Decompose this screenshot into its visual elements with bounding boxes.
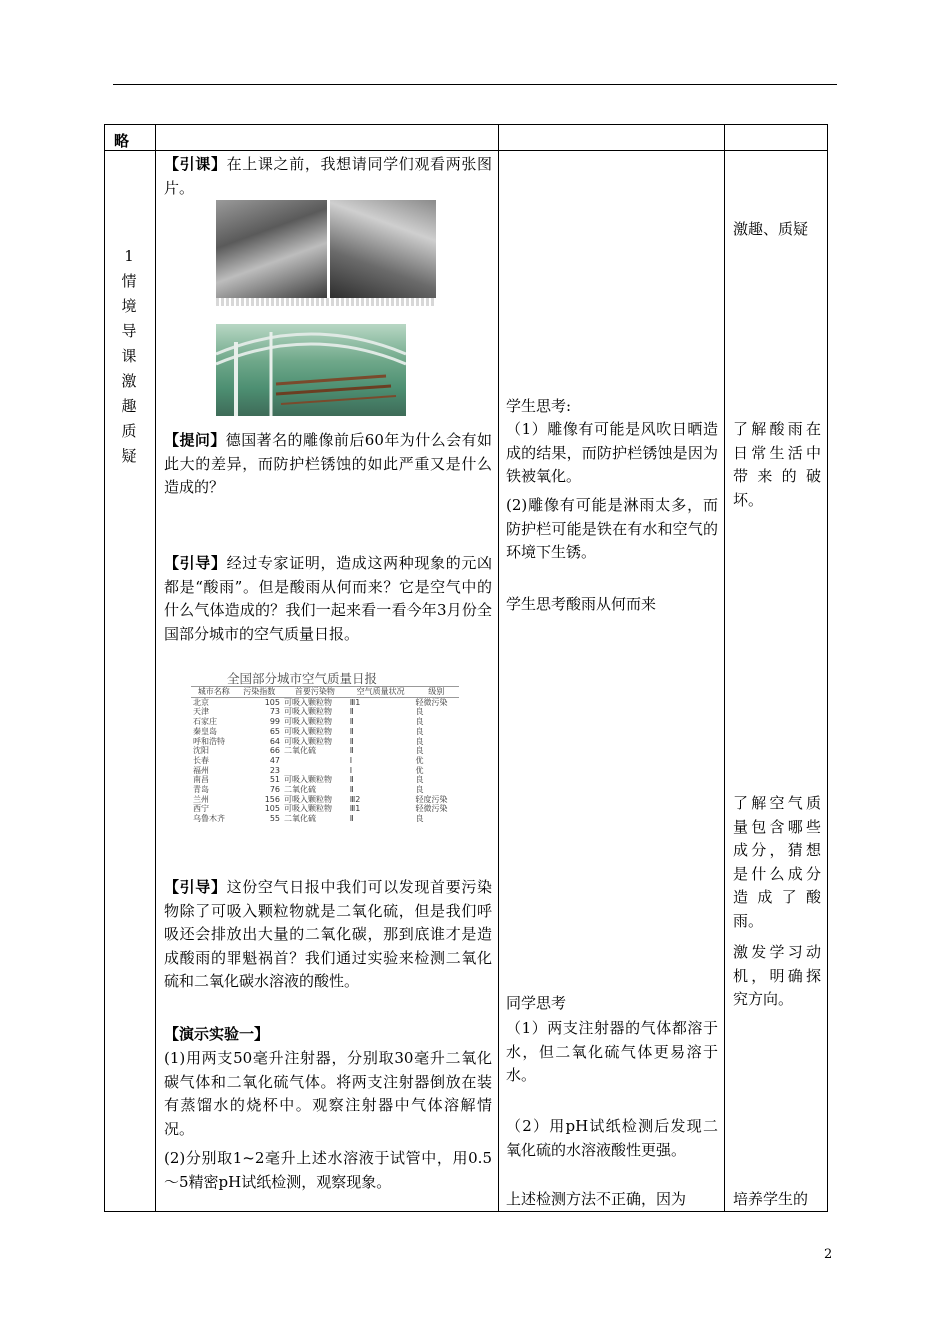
table-cell: 天津 xyxy=(193,707,209,717)
table-cell: Ⅱ xyxy=(349,717,354,727)
table-cell: 秦皇岛 xyxy=(193,726,217,736)
table-cell: 可吸入颗粒物 xyxy=(284,717,332,727)
question-paragraph: 【提问】德国著名的雕像前后60年为什么会有如此大的差异，而防护栏锈蚀的如此严重又是什么造成的？ xyxy=(164,431,492,496)
air-quality-body xyxy=(191,697,459,824)
intent-1: 激趣、质疑 xyxy=(733,220,809,238)
table-cell: 可吸入颗粒物 xyxy=(284,775,332,785)
table-cell: 可吸入颗粒物 xyxy=(284,726,332,736)
table-cell: Ⅲ1 xyxy=(349,804,361,814)
table-row xyxy=(191,707,459,717)
table-cell: 156 xyxy=(264,794,280,804)
table-cell: 呼和浩特 xyxy=(193,736,225,746)
table-cell: 二氧化硫 xyxy=(284,785,316,795)
table-row xyxy=(191,785,459,795)
table-cell: 76 xyxy=(269,785,280,795)
table-cell: 64 xyxy=(269,736,280,746)
table-cell: Ⅱ xyxy=(349,775,354,785)
table-row xyxy=(191,717,459,727)
intent-3: 了解空气质量包含哪些成分，猜想是什么成分造成了酸雨。 xyxy=(733,794,821,930)
table-cell: 优 xyxy=(415,755,424,765)
table-cell: Ⅱ xyxy=(349,707,354,717)
table-cell: 西宁 xyxy=(193,804,209,814)
column-divider xyxy=(155,125,156,1211)
guide-paragraph-2: 【引导】这份空气日报中我们可以发现首要污染物除了可吸入颗粒物就是二氧化硫，但是我们呼吸还会排放出大量的二氧化碳，那到底谁才是造成酸雨的罪魁祸首？我们通过实验来检测二氧化硫和二氧化碳水溶液的酸性。 xyxy=(164,878,492,990)
intent-5: 培养学生的 xyxy=(733,1190,809,1208)
table-cell: 二氧化硫 xyxy=(284,814,316,824)
table-cell: 良 xyxy=(415,746,424,756)
table-cell: 105 xyxy=(264,804,280,814)
table-cell: 长春 xyxy=(193,755,209,765)
table-row xyxy=(191,746,459,756)
table-cell: Ⅱ xyxy=(349,736,354,746)
table-row xyxy=(191,795,459,805)
table-cell: Ⅱ xyxy=(349,814,354,824)
table-cell: Ⅰ xyxy=(349,765,353,775)
table-cell: Ⅲ1 xyxy=(349,697,361,707)
intro-paragraph: 【引课】在上课之前，我想请同学们观看两张图片。 xyxy=(164,155,492,197)
table-cell: 可吸入颗粒物 xyxy=(284,736,332,746)
table-cell: 优 xyxy=(415,765,424,775)
table-row xyxy=(191,727,459,737)
table-cell: 良 xyxy=(415,707,424,717)
corroded-railing-photo xyxy=(216,324,406,416)
table-cell: 轻微污染 xyxy=(415,804,448,814)
table-cell: Ⅱ xyxy=(349,746,354,756)
table-row xyxy=(191,766,459,776)
table-cell: 99 xyxy=(269,717,280,727)
table-row xyxy=(191,814,459,824)
table-cell xyxy=(282,766,348,776)
table-cell: 65 xyxy=(269,726,280,736)
table-cell: Ⅰ xyxy=(349,755,353,765)
demo-step-2: (2)分别取1~2毫升上述水溶液于试管中，用0.5～5精密pH试纸检测，观察现象。 xyxy=(164,1149,492,1191)
statue-after-photo xyxy=(330,200,436,298)
railing-drawing xyxy=(216,324,406,416)
peer-think-2: （2）用pH试纸检测后发现二氧化硫的水溶液酸性更强。 xyxy=(506,1117,718,1159)
demo-experiment-title: 【演示实验一】 xyxy=(164,1025,270,1043)
table-cell: 乌鲁木齐 xyxy=(193,814,225,824)
student-think-title: 学生思考: xyxy=(506,397,572,415)
table-cell: 55 xyxy=(269,814,280,824)
table-row xyxy=(191,804,459,814)
table-cell: Ⅲ2 xyxy=(349,794,361,804)
column-divider xyxy=(724,125,725,1211)
table-cell: 轻度污染 xyxy=(415,794,448,804)
intent-2: 了解酸雨在日常生活中带来的破坏。 xyxy=(733,420,821,509)
header-rule xyxy=(113,84,837,85)
column-divider xyxy=(498,125,499,1211)
header-stage-cell: 略 xyxy=(114,132,130,150)
table-row xyxy=(191,737,459,747)
table-cell: 轻微污染 xyxy=(415,697,448,707)
student-think-1: （1）雕像有可能是风吹日晒造成的结果，而防护栏锈蚀是因为铁被氧化。 xyxy=(506,420,718,485)
intent-4: 激发学习动机，明确探究方向。 xyxy=(733,943,821,1008)
table-cell: 二氧化硫 xyxy=(284,746,316,756)
peer-think-title: 同学思考 xyxy=(506,994,567,1012)
table-cell: 良 xyxy=(415,736,424,746)
stage-label: 1 情 境 导 课 激 趣 质 疑 xyxy=(121,247,137,465)
page-number: 2 xyxy=(824,1247,833,1262)
statue-before-photo xyxy=(216,200,327,298)
guide-paragraph-1: 【引导】经过专家证明，造成这两种现象的元凶都是“酸雨”。但是酸雨从何而来？它是空气中的什么气体造成的？我们一起来看一看今年3月份全国部分城市的空气质量日报。 xyxy=(164,554,492,643)
air-quality-header-row: 城市名称 污染指数 首要污染物 空气质量状况 级别 xyxy=(191,687,459,698)
table-cell: 良 xyxy=(415,775,424,785)
row-divider xyxy=(105,150,827,151)
table-cell: 沈阳 xyxy=(193,746,209,756)
table-cell: 105 xyxy=(264,697,280,707)
table-cell: 北京 xyxy=(193,697,209,707)
table-cell xyxy=(282,756,348,766)
air-quality-table xyxy=(191,686,459,824)
air-quality-table-image xyxy=(191,669,459,849)
table-cell: 可吸入颗粒物 xyxy=(284,697,332,707)
table-cell: 福州 xyxy=(193,765,209,775)
table-cell: 51 xyxy=(269,775,280,785)
table-cell: 石家庄 xyxy=(193,717,217,727)
table-cell: 兰州 xyxy=(193,794,209,804)
peer-think-3: 上述检测方法不正确，因为 xyxy=(506,1190,687,1208)
table-cell: 可吸入颗粒物 xyxy=(284,804,332,814)
student-think-acid: 学生思考酸雨从何而来 xyxy=(506,595,657,613)
peer-think-1: （1）两支注射器的气体都溶于水，但二氧化硫气体更易溶于水。 xyxy=(506,1019,718,1084)
demo-step-1: (1)用两支50毫升注射器，分别取30毫升二氧化碳气体和二氧化硫气体。将两支注射器倒放在装有蒸馏水的烧杯中。观察注射器中气体溶解情况。 xyxy=(164,1049,492,1138)
table-cell: 良 xyxy=(415,726,424,736)
table-cell: 23 xyxy=(269,765,280,775)
table-cell: Ⅱ xyxy=(349,785,354,795)
table-cell: 南昌 xyxy=(193,775,209,785)
table-cell: 可吸入颗粒物 xyxy=(284,707,332,717)
table-cell: 66 xyxy=(269,746,280,756)
table-row xyxy=(191,756,459,766)
table-cell: 良 xyxy=(415,814,424,824)
table-cell: Ⅱ xyxy=(349,726,354,736)
table-row xyxy=(191,775,459,785)
table-row xyxy=(191,697,459,707)
table-cell: 青岛 xyxy=(193,785,209,795)
table-cell: 良 xyxy=(415,717,424,727)
table-cell: 47 xyxy=(269,755,280,765)
air-quality-title: 全国部分城市空气质量日报 xyxy=(227,671,378,686)
student-think-2: (2)雕像有可能是淋雨太多，而防护栏可能是铁在有水和空气的环境下生锈。 xyxy=(506,496,718,561)
table-cell: 良 xyxy=(415,785,424,795)
table-cell: 可吸入颗粒物 xyxy=(284,794,332,804)
table-cell: 73 xyxy=(269,707,280,717)
photo-caption xyxy=(216,298,436,306)
